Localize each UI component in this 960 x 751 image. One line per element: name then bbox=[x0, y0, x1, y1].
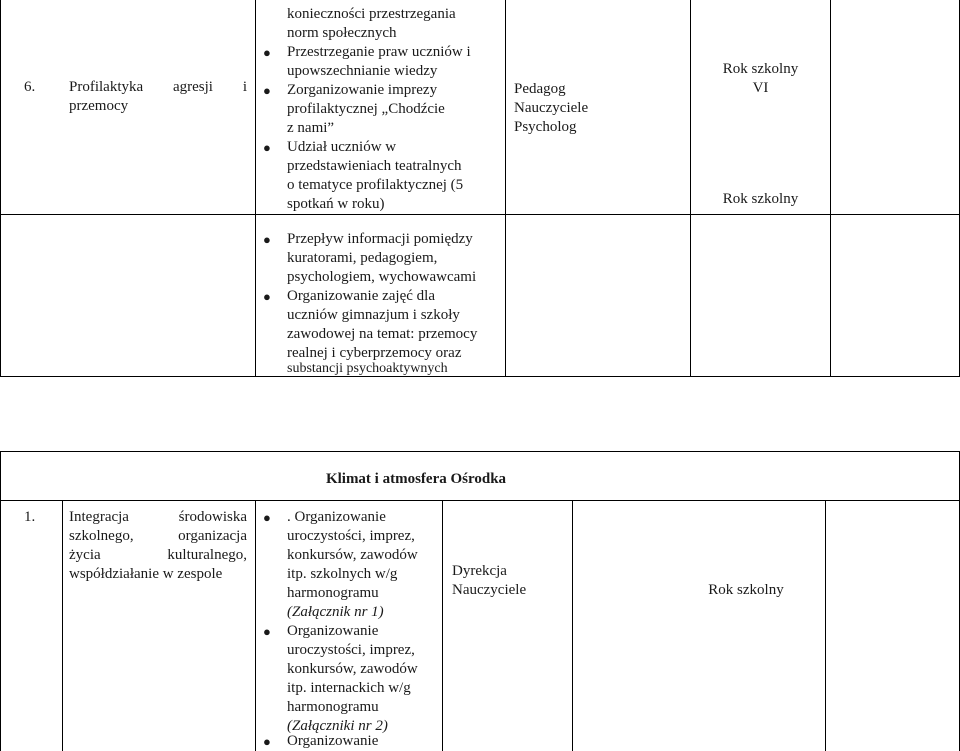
bullet-icon: ● bbox=[263, 289, 271, 304]
grid-line bbox=[572, 500, 573, 751]
grid-line bbox=[0, 500, 960, 501]
grid-line bbox=[690, 0, 691, 376]
task-line: konkursów, zawodów bbox=[287, 661, 418, 677]
task-line: itp. internackich w/g bbox=[287, 680, 411, 696]
term-line: Rok szkolny bbox=[708, 582, 784, 598]
term-line: Rok szkolny bbox=[722, 61, 799, 77]
task-line: substancji psychoaktywnych bbox=[287, 361, 448, 376]
grid-line bbox=[0, 376, 960, 377]
task-line: uroczystości, imprez, bbox=[287, 528, 415, 544]
task-line: Przestrzeganie praw uczniów i bbox=[287, 44, 471, 60]
grid-line bbox=[830, 0, 831, 376]
task-line: itp. szkolnych w/g bbox=[287, 566, 398, 582]
task-line: przedstawieniach teatralnych bbox=[287, 158, 462, 174]
task-line: harmonogramu bbox=[287, 699, 379, 715]
bullet-icon: ● bbox=[263, 510, 271, 525]
task-line: . Organizowanie bbox=[287, 509, 386, 525]
task-line: o tematyce profilaktycznej (5 bbox=[287, 177, 464, 193]
task-line: psychologiem, wychowawcami bbox=[287, 269, 477, 285]
topic-line: życia kulturalnego, bbox=[69, 547, 247, 563]
grid-line bbox=[62, 500, 63, 751]
task-line: Zorganizowanie imprezy bbox=[287, 82, 438, 98]
task-line: Organizowanie zajęć dla bbox=[287, 288, 435, 304]
responsible-line: Nauczyciele bbox=[452, 582, 527, 598]
grid-line bbox=[255, 0, 256, 376]
topic-line: przemocy bbox=[69, 98, 129, 114]
bullet-icon: ● bbox=[263, 734, 271, 749]
grid-line bbox=[0, 451, 960, 452]
task-line: norm społecznych bbox=[287, 25, 397, 41]
task-line: spotkań w roku) bbox=[287, 196, 385, 212]
topic-line: szkolnego, organizacja bbox=[69, 528, 247, 544]
term-second: Rok szkolny bbox=[722, 191, 799, 207]
bullet-icon: ● bbox=[263, 624, 271, 639]
grid-line bbox=[0, 451, 1, 751]
grid-line bbox=[0, 214, 960, 215]
task-line: konkursów, zawodów bbox=[287, 547, 418, 563]
task-line: harmonogramu bbox=[287, 585, 379, 601]
task-line: Przepływ informacji pomiędzy bbox=[287, 231, 473, 247]
bullet-icon: ● bbox=[263, 83, 271, 98]
topic-line: Profilaktyka agresji i bbox=[69, 79, 247, 95]
topic-line: współdziałanie w zespole bbox=[69, 566, 223, 582]
task-line: kuratorami, pedagogiem, bbox=[287, 250, 438, 266]
bullet-icon: ● bbox=[263, 45, 271, 60]
task-line: zawodowej na temat: przemocy bbox=[287, 326, 478, 342]
responsible-line: Dyrekcja bbox=[452, 563, 507, 579]
task-line: (Załączniki nr 2) bbox=[287, 718, 388, 734]
task-line: uroczystości, imprez, bbox=[287, 642, 415, 658]
responsible-line: Nauczyciele bbox=[514, 100, 589, 116]
grid-line bbox=[255, 500, 256, 751]
task-line: profilaktycznej „Chodźcie bbox=[287, 101, 445, 117]
grid-line bbox=[505, 0, 506, 376]
task-line: realnej i cyberprzemocy oraz bbox=[287, 345, 462, 361]
row-number: 1. bbox=[24, 509, 36, 525]
task-line: Udział uczniów w bbox=[287, 139, 397, 155]
bullet-icon: ● bbox=[263, 232, 271, 247]
row-number: 6. bbox=[24, 79, 36, 95]
task-line: z nami” bbox=[287, 120, 335, 136]
task-line: (Załącznik nr 1) bbox=[287, 604, 384, 620]
task-line: Organizowanie bbox=[287, 733, 379, 749]
section-heading: Klimat i atmosfera Ośrodka bbox=[325, 471, 507, 487]
responsible-line: Psycholog bbox=[514, 119, 577, 135]
task-line: konieczności przestrzegania bbox=[287, 6, 456, 22]
task-line: uczniów gimnazjum i szkoły bbox=[287, 307, 460, 323]
task-line: Organizowanie bbox=[287, 623, 379, 639]
grid-line bbox=[825, 500, 826, 751]
term-line: VI bbox=[752, 80, 769, 96]
grid-line bbox=[442, 500, 443, 751]
bullet-icon: ● bbox=[263, 140, 271, 155]
task-line: upowszechnianie wiedzy bbox=[287, 63, 438, 79]
responsible-line: Pedagog bbox=[514, 81, 566, 97]
topic-line: Integracja środowiska bbox=[69, 509, 247, 525]
grid-line bbox=[0, 0, 1, 376]
